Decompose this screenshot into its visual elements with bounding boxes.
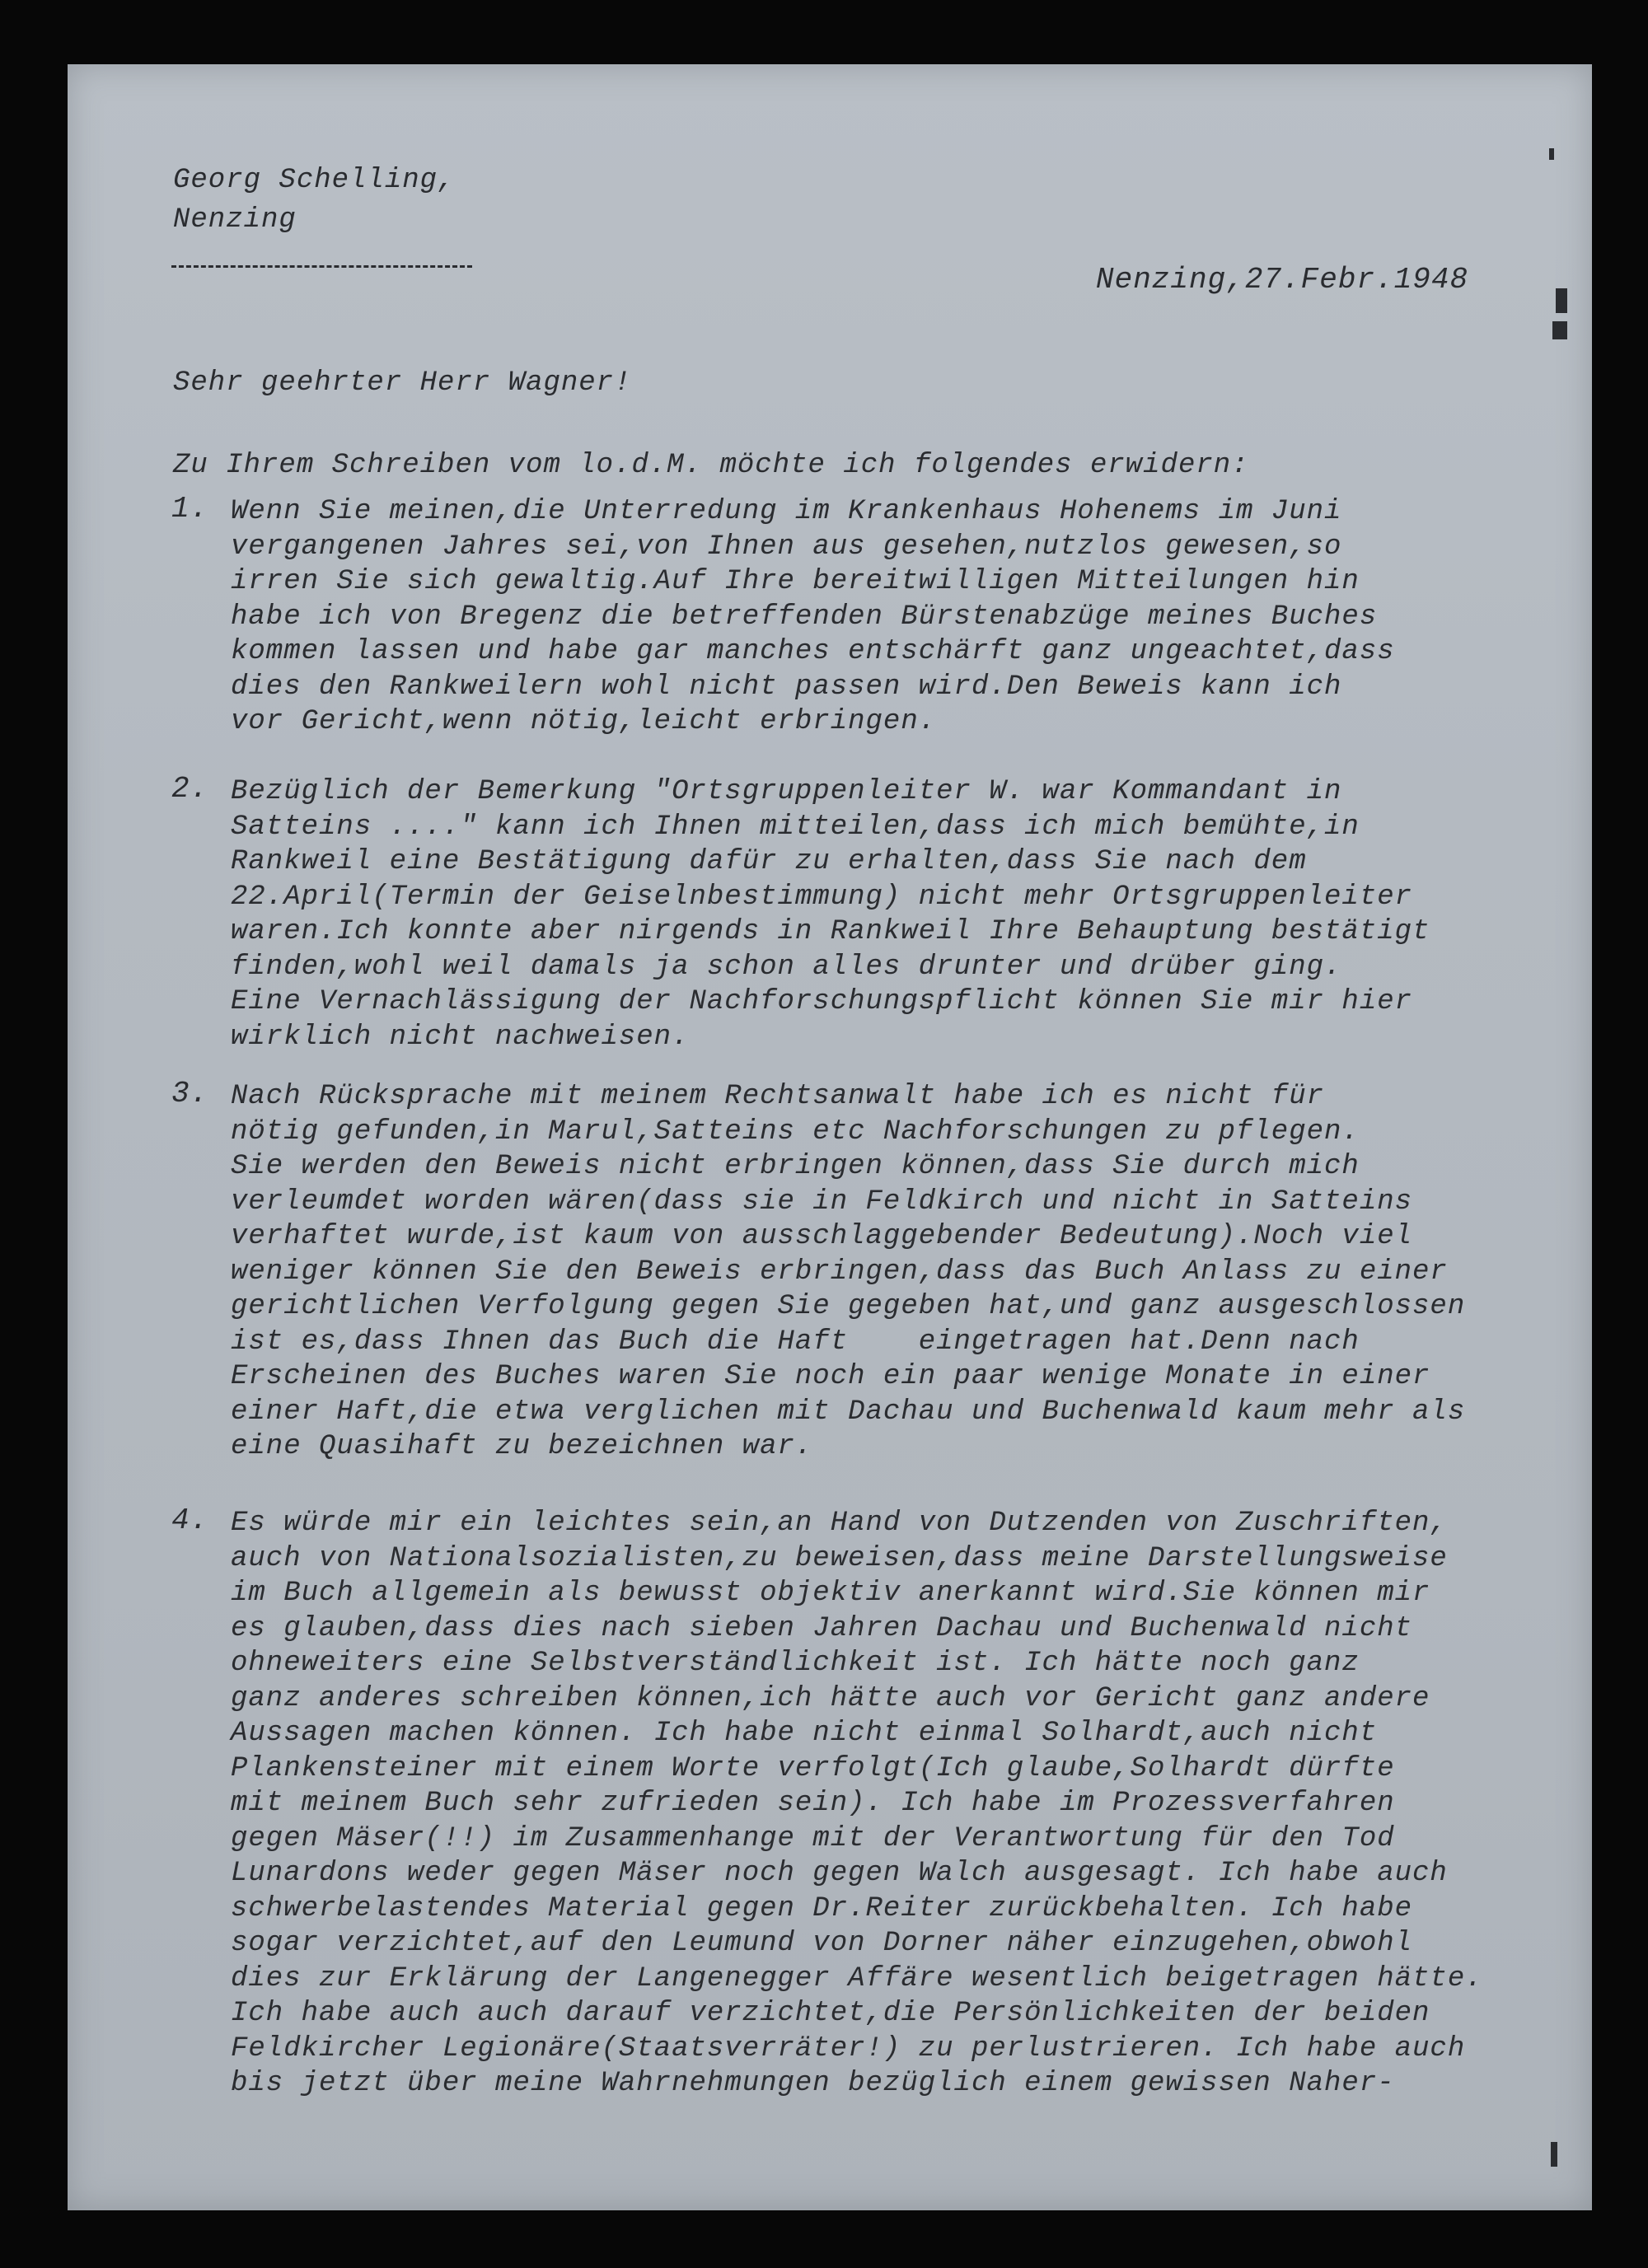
text-line: dies den Rankweilern wohl nicht passen wird.Den Beweis kann ich [231, 671, 1342, 703]
text-line: Lunardons weder gegen Mäser noch gegen Walch ausgesagt. Ich habe auch [231, 1858, 1448, 1889]
text-line: ganz anderes schreiben können,ich hätte auch vor Gericht ganz andere [231, 1682, 1430, 1714]
text-line: Bezüglich der Bemerkung "Ortsgruppenleiter W. war Kommandant in [231, 776, 1342, 807]
text-line: einer Haft,die etwa verglichen mit Dachau und Buchenwald kaum mehr als [231, 1396, 1466, 1428]
paragraph-number: 4. [171, 1503, 209, 1537]
salutation: Sehr geehrter Herr Wagner! [173, 367, 632, 399]
text-line: Erscheinen des Buches waren Sie noch ein paar wenige Monate in einer [231, 1361, 1430, 1392]
margin-mark [1556, 288, 1567, 313]
text-line: Ich habe auch auch darauf verzichtet,die Persönlichkeiten der beiden [231, 1998, 1430, 2029]
text-line: bis jetzt über meine Wahrnehmungen bezüglich einem gewissen Naher- [231, 2068, 1395, 2099]
header-divider [171, 265, 472, 268]
text-line: verleumdet worden wären(dass sie in Feldkirch und nicht in Satteins [231, 1185, 1413, 1218]
text-line: gegen Mäser(!!) im Zusammenhange mit der Verantwortung für den Tod [231, 1822, 1395, 1854]
text-line: eine Quasihaft zu bezeichnen war. [231, 1431, 813, 1462]
text-line: ist es,dass Ihnen das Buch die Haft eingetragen hat.Denn nach [231, 1326, 1360, 1358]
text-line: Nach Rücksprache mit meinem Rechtsanwalt habe ich es nicht für [231, 1081, 1325, 1112]
paragraph-number: 1. [171, 492, 209, 526]
paragraph-number: 3. [171, 1077, 209, 1111]
text-line: habe ich von Bregenz die betreffenden Bürstenabzüge meines Buches [231, 601, 1378, 633]
sender-name: Georg Schelling, [173, 165, 456, 196]
text-line: Feldkircher Legionäre(Staatsverräter!) zu perlustrieren. Ich habe auch [231, 2032, 1466, 2065]
text-line: Sie werden den Beweis nicht erbringen können,dass Sie durch mich [231, 1151, 1360, 1182]
text-line: schwerbelastendes Material gegen Dr.Reiter zurückbehalten. Ich habe [231, 1892, 1413, 1924]
margin-mark [1549, 148, 1554, 160]
text-line: ohneweiters eine Selbstverständlichkeit ist. Ich hätte noch ganz [231, 1648, 1360, 1679]
text-line: wirklich nicht nachweisen. [231, 1021, 690, 1053]
text-line: weniger können Sie den Beweis erbringen,dass das Buch Anlass zu einer [231, 1256, 1448, 1288]
place-date: Nenzing,27.Febr.1948 [1096, 263, 1469, 297]
text-line: vergangenen Jahres sei,von Ihnen aus gesehen,nutzlos gewesen,so [231, 531, 1342, 563]
text-line: Es würde mir ein leichtes sein,an Hand von Dutzenden von Zuschriften, [231, 1508, 1448, 1539]
text-line: auch von Nationalsozialisten,zu beweisen,dass meine Darstellungsweise [231, 1542, 1448, 1574]
text-line: vor Gericht,wenn nötig,leicht erbringen. [231, 706, 937, 737]
text-line: Satteins ...." kann ich Ihnen mitteilen,dass ich mich bemühte,in [231, 811, 1360, 843]
text-line: 22.April(Termin der Geiselnbestimmung) nicht mehr Ortsgruppenleiter [231, 881, 1413, 913]
text-line: waren.Ich konnte aber nirgends in Rankweil Ihre Behauptung bestätigt [231, 916, 1430, 947]
text-line: Aussagen machen können. Ich habe nicht einmal Solhardt,auch nicht [231, 1718, 1378, 1749]
margin-mark [1552, 321, 1567, 339]
margin-mark [1551, 2142, 1557, 2167]
text-line: nötig gefunden,in Marul,Satteins etc Nachforschungen zu pflegen. [231, 1115, 1360, 1148]
text-line: dies zur Erklärung der Langenegger Affäre wesentlich beigetragen hätte. [231, 1962, 1483, 1994]
sender-place: Nenzing [173, 204, 297, 236]
text-line: Eine Vernachlässigung der Nachforschungspflicht können Sie mir hier [231, 986, 1413, 1017]
text-line: verhaftet wurde,ist kaum von ausschlaggebender Bedeutung).Noch viel [231, 1221, 1413, 1252]
text-line: gerichtlichen Verfolgung gegen Sie gegeben hat,und ganz ausgeschlossen [231, 1291, 1466, 1322]
intro-line: Zu Ihrem Schreiben vom lo.d.M. möchte ich folgendes erwidern: [173, 450, 1249, 481]
text-line: mit meinem Buch sehr zufrieden sein). Ich habe im Prozessverfahren [231, 1788, 1395, 1819]
text-line: irren Sie sich gewaltig.Auf Ihre bereitwilligen Mitteilungen hin [231, 566, 1360, 597]
paragraph-number: 2. [171, 772, 209, 806]
text-line: im Buch allgemein als bewusst objektiv anerkannt wird.Sie können mir [231, 1578, 1430, 1609]
text-line: Wenn Sie meinen,die Unterredung im Krankenhaus Hohenems im Juni [231, 496, 1342, 527]
text-line: Plankensteiner mit einem Worte verfolgt(Ich glaube,Solhardt dürfte [231, 1752, 1395, 1784]
text-line: kommen lassen und habe gar manches entschärft ganz ungeachtet,dass [231, 636, 1395, 667]
text-line: es glauben,dass dies nach sieben Jahren Dachau und Buchenwald nicht [231, 1612, 1413, 1644]
text-line: sogar verzichtet,auf den Leumund von Dorner näher einzugehen,obwohl [231, 1928, 1413, 1959]
text-line: Rankweil eine Bestätigung dafür zu erhalten,dass Sie nach dem [231, 846, 1307, 877]
text-line: finden,wohl weil damals ja schon alles drunter und drüber ging. [231, 951, 1342, 983]
